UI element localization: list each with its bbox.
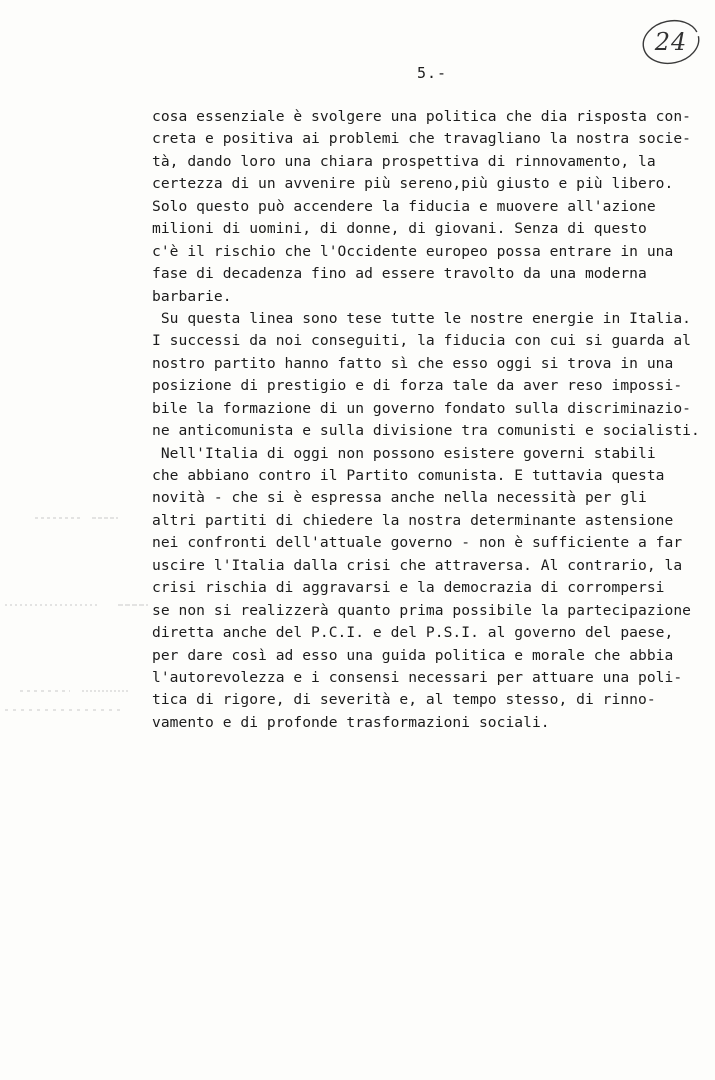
text-line: diretta anche del P.C.I. e del P.S.I. al governo del paese,: [152, 624, 674, 642]
text-line: altri partiti di chiedere la nostra determinante astensione: [152, 511, 674, 529]
text-line: milioni di uomini, di donne, di giovani. Senza di questo: [152, 220, 647, 238]
archive-stamp: [640, 18, 702, 66]
text-line: I successi da noi conseguiti, la fiducia con cui si guarda al: [152, 332, 692, 350]
text-line: certezza di un avvenire più sereno,più giusto e più libero.: [152, 175, 674, 193]
text-line: tà, dando loro una chiara prospettiva di rinnovamento, la: [152, 152, 656, 170]
text-line: Solo questo può accendere la fiducia e muovere all'azione: [152, 197, 656, 215]
text-line: fase di decadenza fino ad essere travolto da una moderna: [152, 265, 647, 283]
page-number: 5.-: [417, 64, 448, 82]
text-line: l'autorevolezza e i consensi necessari per attuare una poli-: [152, 668, 683, 686]
text-line: ne anticomunista e sulla divisione tra comunisti e socialisti.: [152, 422, 700, 440]
text-line: bile la formazione di un governo fondato sulla discriminazio-: [152, 399, 692, 417]
text-line: creta e positiva ai problemi che travagliano la nostra socie-: [152, 130, 692, 148]
text-line: nostro partito hanno fatto sì che esso oggi si trova in una: [152, 354, 674, 372]
bleed-through-decoration: [0, 500, 150, 720]
text-line: uscire l'Italia dalla crisi che attraversa. Al contrario, la: [152, 556, 683, 574]
text-line: posizione di prestigio e di forza tale da aver reso impossi-: [152, 377, 683, 395]
text-line: nei confronti dell'attuale governo - non è sufficiente a far: [152, 534, 683, 552]
body-text: [152, 106, 700, 734]
stamp-number: 24: [654, 28, 688, 56]
text-line: tica di rigore, di severità e, al tempo stesso, di rinno-: [152, 691, 656, 709]
text-line: cosa essenziale è svolgere una politica che dia risposta con-: [152, 108, 692, 125]
text-line: c'è il rischio che l'Occidente europeo possa entrare in una: [152, 242, 674, 260]
text-line: per dare così ad esso una guida politica e morale che abbia: [152, 646, 674, 664]
text-line: Su questa linea sono tese tutte le nostre energie in Italia.: [152, 309, 692, 327]
text-line: se non si realizzerà quanto prima possibile la partecipazione: [152, 601, 692, 619]
text-line: crisi rischia di aggravarsi e la democrazia di corrompersi: [152, 579, 665, 597]
text-line: che abbiano contro il Partito comunista. E tuttavia questa: [152, 467, 665, 484]
text-line: Nell'Italia di oggi non possono esistere governi stabili: [152, 444, 656, 462]
text-line: vamento e di profonde trasformazioni sociali.: [152, 713, 550, 731]
scan-bleed-marks: [0, 500, 150, 720]
text-line: novità - che si è espressa anche nella necessità per gli: [152, 489, 647, 507]
text-line: barbarie.: [152, 287, 232, 305]
